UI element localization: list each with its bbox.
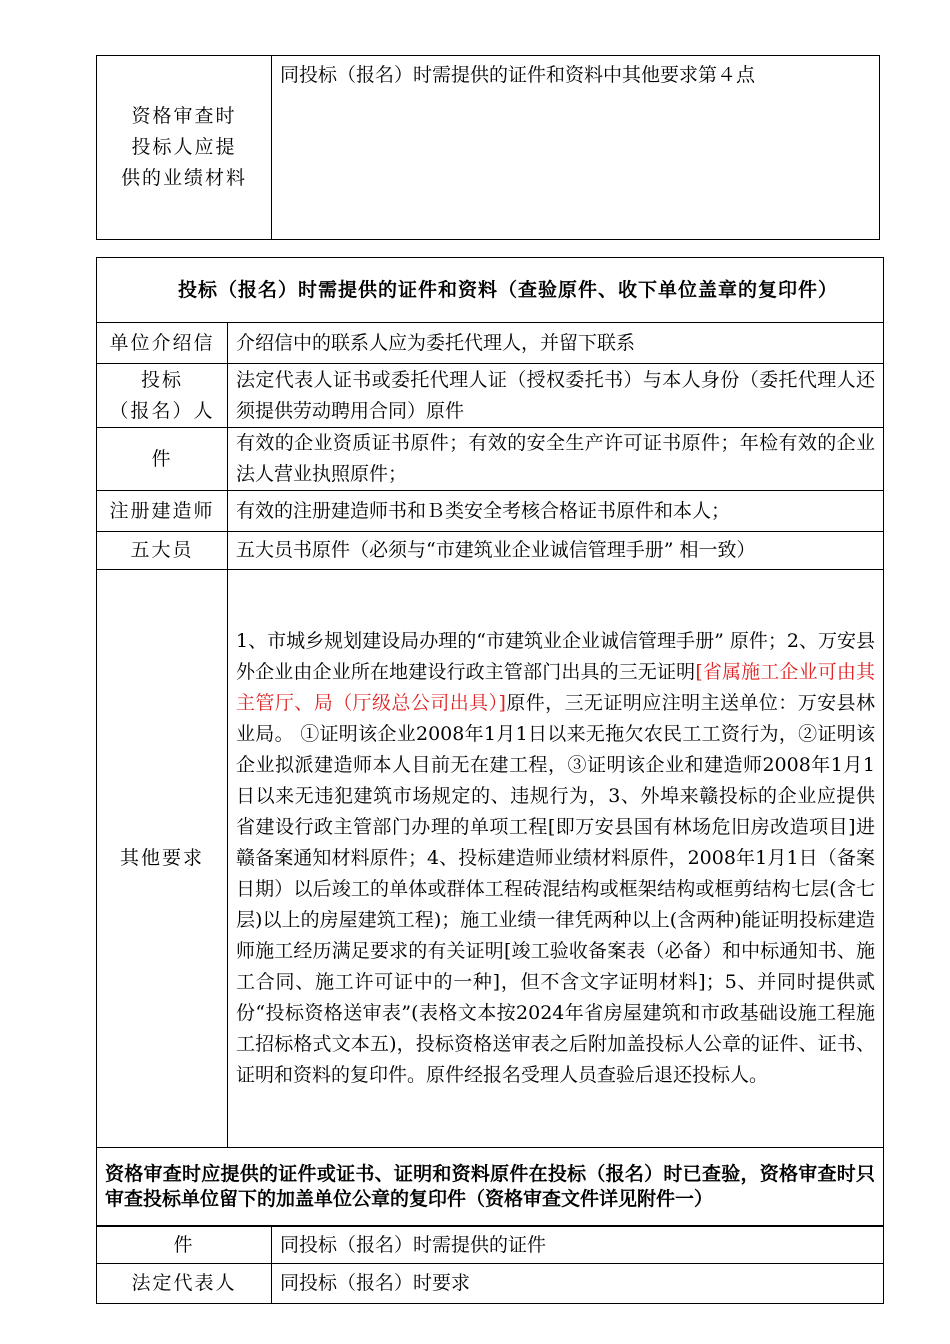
row-content: 法定代表人证书或委托代理人证（授权委托书）与本人身份（委托代理人还须提供劳动聘用合同）原件 — [228, 364, 884, 428]
row-label — [97, 364, 228, 428]
row-content: 介绍信中的联系人应为委托代理人，并留下联系 — [228, 323, 884, 364]
performance-material-label — [97, 56, 272, 240]
row-content: 五大员书原件（必须与“市建筑业企业诚信管理手册” 相一致） — [228, 532, 884, 570]
requirements-text: 原件，三无证明应注明主送单位：万安县林业局。 ①证明该企业2008年1月1日以来无拖欠农民工工资行为，②证明该企业拟派建造师本人目前无在建工程，③证明该企业和建造师2008年1月1日以来无违犯建筑市场规定的、违规行为，3、外埠来赣投标的企业应提供省建设行政主管部门办理的单项工程[即万安县国有林场危旧房改造项目]进赣备案通知材料原件；4、投标建造师业绩材料原件，2008年1月1日（备案日期）以后竣工的单体或群体工程砖混结构或框架结构或框剪结构七层(含七层)以上的房屋建筑工程)；施工业绩一律凭两种以上(含两种)能证明投标建造师施工经历满足要求的有关证明[竣工验收备案表（必备）和中标通知书、施工合同、施工许可证中的一种]，但不含文字证明材料]；5、并同时提供贰份“投标资格送审表”(表格文本按2024年省房屋建筑和市政基础设施工程施工招标格式文本五)，投标资格送审表之后附加盖投标人公章的证件、证书、证明和资料的复印件。原件经报名受理人员查验后退还投标人。 — [236, 692, 875, 1086]
row-content: 有效的企业资质证书原件；有效的安全生产许可证书原件；年检有效的企业法人营业执照原件； — [228, 428, 884, 491]
row-label: 注册建造师 — [97, 491, 228, 532]
label-line: 资格审查时 — [131, 105, 237, 127]
performance-material-table — [96, 55, 880, 240]
row-content: 同投标（报名）时要求 — [272, 1264, 884, 1304]
label-line: （报名）人 — [109, 399, 215, 422]
row-content: 同投标（报名）时需提供的证件 — [272, 1227, 884, 1264]
label-line: 供的业绩材料 — [120, 167, 247, 189]
performance-material-content: 同投标（报名）时需提供的证件和资料中其他要求第４点 — [272, 56, 880, 240]
registration-documents-footer: 资格审查时应提供的证件或证书、证明和资料原件在投标（报名）时已查验，资格审查时只审查投标单位留下的加盖单位公章的复印件（资格审查文件详见附件一） — [97, 1148, 884, 1226]
review-documents-table — [96, 1226, 884, 1304]
row-label: 单位介绍信 — [97, 323, 228, 364]
requirements-text: 1、市城乡规划建设局办理的“市建筑业企业诚信管理手册” 原件；2、万安县外企业由企业所在地建设行政主管部门出具的三无证明 — [236, 630, 875, 683]
row-label: 件 — [97, 1227, 272, 1264]
row-label: 其他要求 — [97, 570, 228, 1148]
requirements-highlight: [省属施工企业可由其主管厅、局（厅级总公司出具）] — [236, 661, 875, 714]
row-label: 件 — [97, 428, 228, 491]
label-line: 投标 — [140, 368, 183, 391]
registration-documents-header: 投标（报名）时需提供的证件和资料（查验原件、收下单位盖章的复印件） — [97, 258, 884, 323]
row-label: 法定代表人 — [97, 1264, 272, 1304]
registration-documents-table — [96, 257, 884, 1226]
label-line: 投标人应提 — [131, 136, 237, 158]
other-requirements-content — [228, 570, 884, 1148]
row-content: 有效的注册建造师书和Ｂ类安全考核合格证书原件和本人； — [228, 491, 884, 532]
row-label: 五大员 — [97, 532, 228, 570]
